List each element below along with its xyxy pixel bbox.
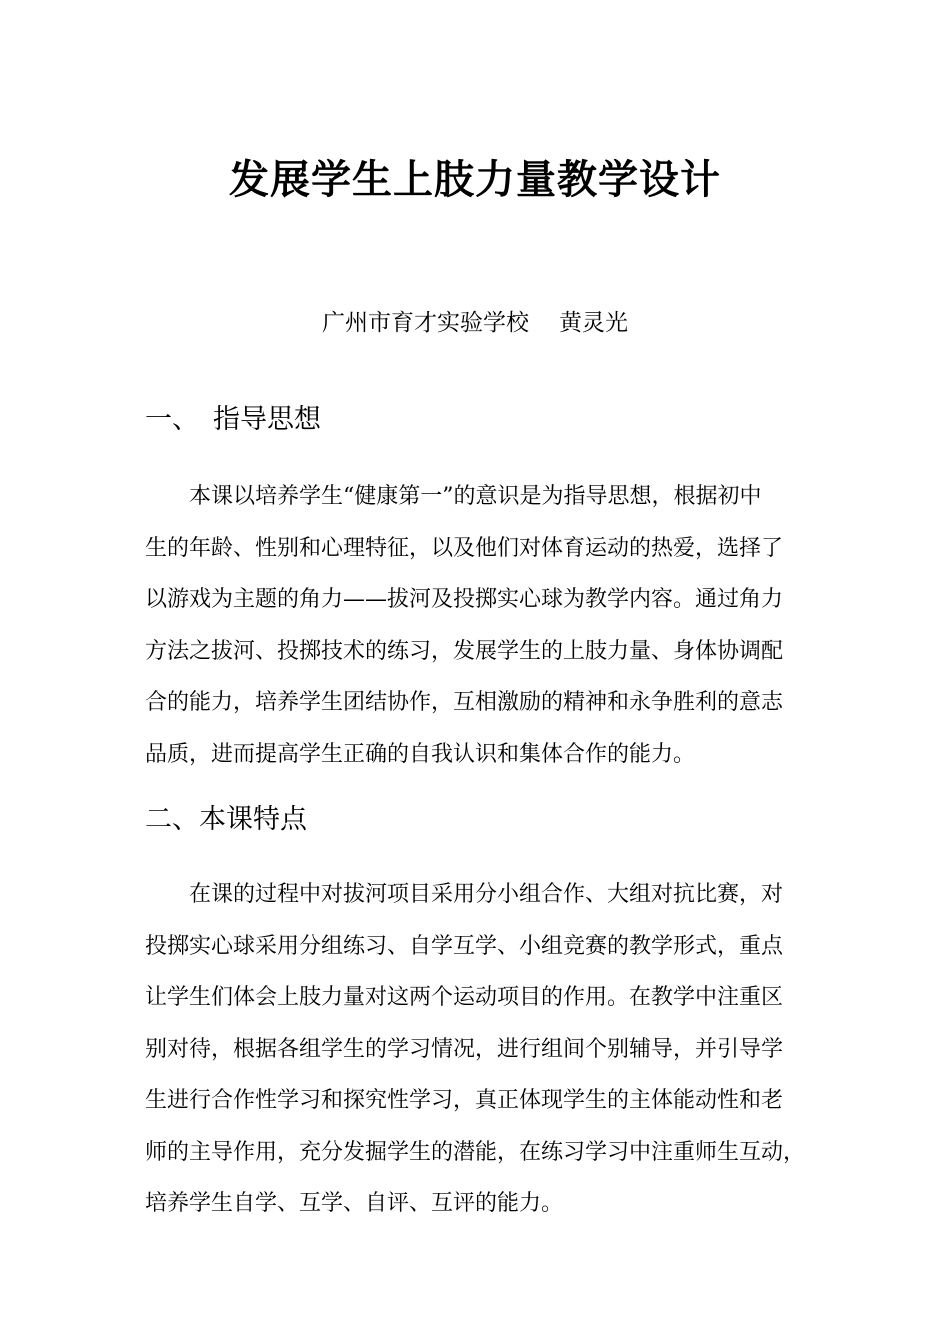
- paragraph-line: 师的主导作用，充分发掘学生的潜能，在练习学习中注重师生互动，: [145, 1139, 806, 1165]
- paragraph-line: 生的年龄、性别和心理特征，以及他们对体育运动的热爱，选择了: [145, 535, 784, 561]
- section-number: 二、: [145, 804, 199, 835]
- paragraph-line: 在课的过程中对拔河项目采用分小组合作、大组对抗比赛，对: [189, 882, 784, 907]
- section-title: 指导思想: [213, 404, 321, 435]
- paragraph-line: 以游戏为主题的角力——拔河及投掷实心球为教学内容。通过角力: [145, 587, 784, 612]
- section-number: 一、: [145, 404, 199, 435]
- author-byline: [0, 306, 950, 340]
- author-name: 黄灵光: [559, 310, 628, 336]
- paragraph-line: 合的能力，培养学生团结协作，互相激励的精神和永争胜利的意志: [145, 690, 784, 715]
- section-heading-guiding-idea: [145, 400, 321, 440]
- paragraph-line: 方法之拔河、投掷技术的练习，发展学生的上肢力量、身体协调配: [145, 638, 784, 664]
- paragraph-line: 本课以培养学生“健康第一”的意识是为指导思想，根据初中: [189, 484, 762, 509]
- paragraph-line: 别对待，根据各组学生的学习情况，进行组间个别辅导，并引导学: [145, 1036, 784, 1062]
- paragraph-line: 培养学生自学、互学、自评、互评的能力。: [145, 1191, 564, 1216]
- section-title: 本课特点: [199, 804, 307, 835]
- section-paragraph-guiding-idea: [145, 471, 825, 780]
- document-title: 发展学生上肢力量教学设计: [229, 156, 721, 203]
- paragraph-line: 品质，进而提高学生正确的自我认识和集体合作的能力。: [145, 741, 696, 767]
- section-paragraph-course-features: [145, 869, 825, 1230]
- paragraph-line: 让学生们体会上肢力量对这两个运动项目的作用。在教学中注重区: [145, 985, 784, 1010]
- author-school: 广州市育才实验学校: [322, 310, 529, 336]
- paragraph-line: 投掷实心球采用分组练习、自学互学、小组竞赛的教学形式，重点: [145, 933, 784, 959]
- section-heading-course-features: [145, 800, 307, 840]
- paragraph-line: 生进行合作性学习和探究性学习，真正体现学生的主体能动性和老: [145, 1088, 784, 1113]
